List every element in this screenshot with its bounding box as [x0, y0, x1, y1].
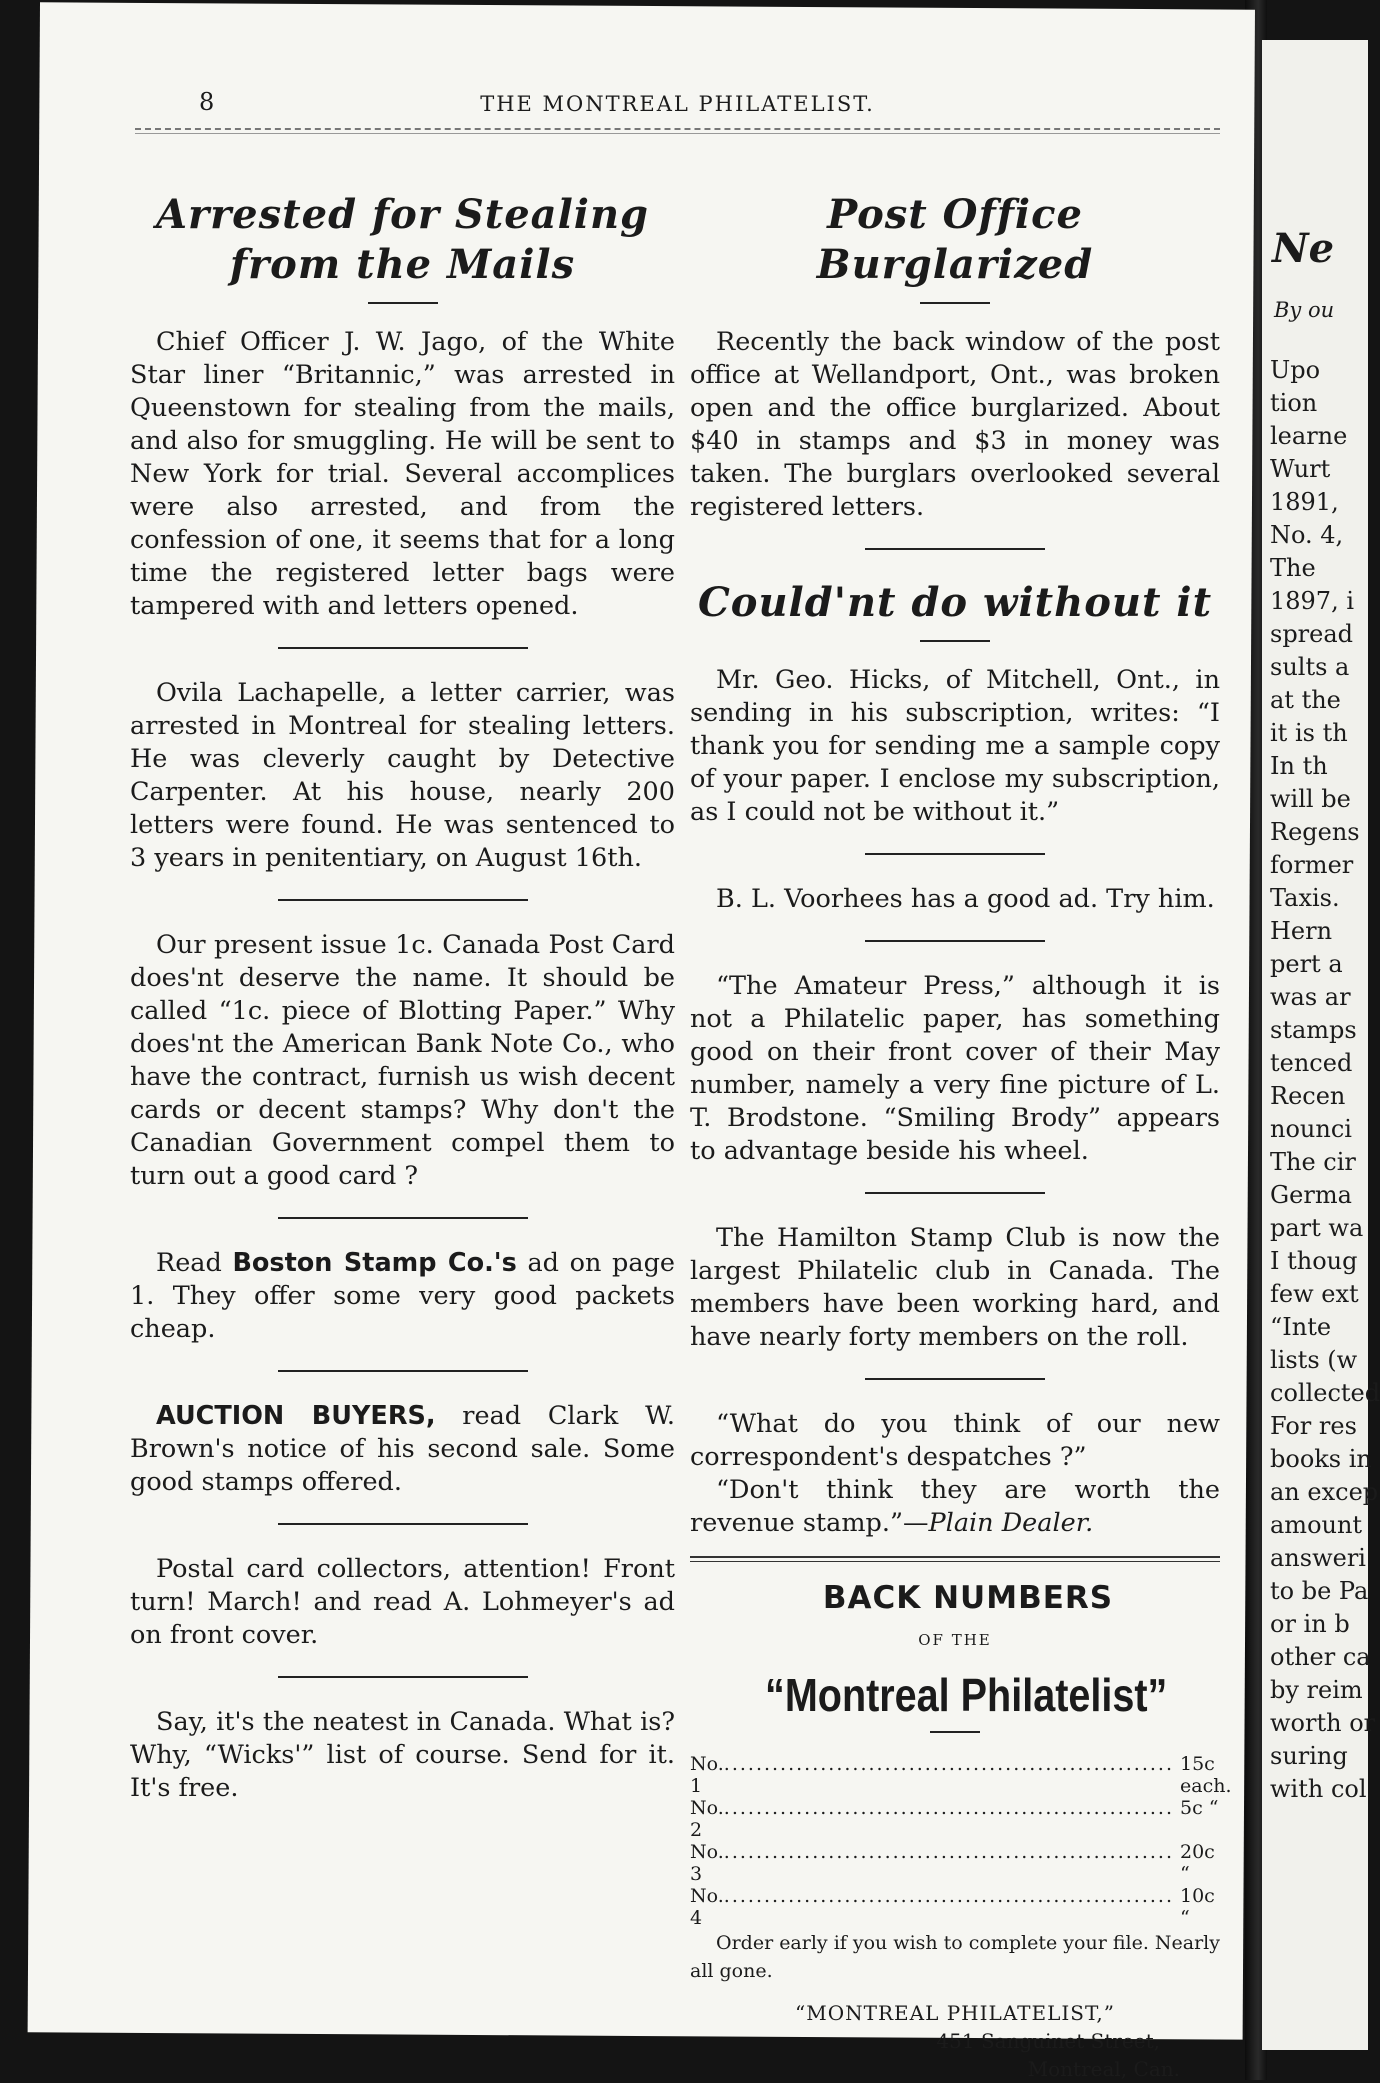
headline-arrested	[130, 190, 675, 290]
short-rule	[920, 640, 990, 642]
page-header	[135, 88, 1220, 118]
notice-auction-buyers	[130, 1400, 675, 1499]
separator	[278, 899, 528, 901]
text: read Clark W. Brown's notice of his second sale. Some good stamps offered.	[130, 1401, 675, 1497]
header-rule	[135, 128, 1220, 134]
text: ad on page 1. They offer some very good packets cheap.	[130, 1248, 675, 1344]
facing-page-line: tion	[1270, 389, 1318, 417]
facing-page-line: amount	[1270, 1511, 1363, 1539]
price-row	[690, 1753, 1232, 1797]
joke-answer	[690, 1474, 1220, 1540]
issue-price: 20c “	[1180, 1841, 1215, 1885]
facing-page-line: The	[1270, 554, 1316, 582]
separator	[278, 1370, 528, 1372]
facing-page-line: suring	[1270, 1742, 1348, 1770]
headline-line-1: Arrested for Stealing	[155, 191, 650, 238]
issue-price: 10c “	[1180, 1885, 1215, 1929]
facing-page-line: “Inte	[1270, 1313, 1332, 1341]
ad-of-the: OF THE	[918, 1631, 992, 1649]
headline-line-2: from the Mails	[229, 241, 576, 288]
facing-page-line: it is th	[1270, 719, 1348, 747]
leader-dots: ........................................................	[723, 1885, 1174, 1907]
ad-top-rule	[690, 1556, 1220, 1562]
facing-page-line: spread	[1270, 620, 1354, 648]
facing-page-line: or in b	[1270, 1610, 1350, 1638]
facing-page-line: No. 4,	[1270, 521, 1344, 549]
facing-page-line: Taxis.	[1270, 884, 1340, 912]
text: “Don't think they are worth the revenue stamp.”—	[690, 1475, 1220, 1538]
price-row	[690, 1797, 1220, 1841]
facing-page-line: sults a	[1270, 653, 1350, 681]
joke-question: “What do you think of our new correspondent's despatches ?”	[690, 1409, 1220, 1472]
article-post-card: Our present issue 1c. Canada Post Card does'nt deserve the name. It should be called “1c. piece of Blotting Paper.” Why does'nt the American Bank Note Co., who have the contract, furnish us wish decent cards or decent stamps? Why don't the Canadian Government compel them to turn out a good card ?	[130, 930, 675, 1191]
address-line-1: “MONTREAL PHILATELIST,”	[795, 2001, 1115, 2025]
facing-page-line: In th	[1270, 752, 1328, 780]
facing-page-line: nounci	[1270, 1115, 1352, 1143]
separator	[865, 940, 1045, 942]
article-amateur-press: “The Amateur Press,” although it is not a Philatelic paper, has something good on their front cover of their May number, namely a very fine picture of L. T. Brodstone. “Smiling Brody” appears to advantage beside his wheel.	[690, 971, 1220, 1166]
page-number: 8	[199, 88, 215, 116]
leader-dots: ........................................................	[723, 1841, 1174, 1863]
issue-price: 15c each.	[1180, 1753, 1232, 1797]
notice-wicks: Say, it's the neatest in Canada. What is? Why, “Wicks'” list of course. Send for it. It's free.	[130, 1707, 675, 1803]
price-row	[690, 1841, 1220, 1885]
price-row	[690, 1885, 1220, 1929]
separator	[278, 1676, 528, 1678]
article-jago: Chief Officer J. W. Jago, of the White Star liner “Britannic,” was arrested in Queenstown for stealing from the mails, and also for smuggling. He will be sent to New York for trial. Several accomplices were also arrested, and from the confession of one, it seems that for a long time the registered letter bags were tampered with and letters opened.	[130, 327, 675, 621]
separator	[865, 853, 1045, 855]
separator	[278, 647, 528, 649]
facing-page-line: will be	[1270, 785, 1351, 813]
facing-page-line: by reim	[1270, 1676, 1363, 1704]
facing-page-line: Germa	[1270, 1181, 1352, 1209]
back-numbers-ad	[690, 1578, 1232, 2083]
ad-title: BACK NUMBERS	[822, 1580, 1114, 1616]
facing-page-line: pert a	[1270, 950, 1343, 978]
facing-page-line: Upo	[1270, 356, 1321, 384]
notice-boston-stamp	[130, 1247, 675, 1346]
article-wellandport: Recently the back window of the post office at Wellandport, Ont., was broken open and the office burglarized. About $40 in stamps and $3 in money was taken. The burglars overlooked several registered letters.	[690, 327, 1220, 522]
article-hamilton-club: The Hamilton Stamp Club is now the largest Philatelic club in Canada. The members have been working hard, and have nearly forty members on the roll.	[690, 1223, 1220, 1352]
facing-page-line: former	[1270, 851, 1354, 879]
facing-page-line: Hern	[1270, 917, 1333, 945]
short-rule	[368, 302, 438, 304]
facing-page-line: part wa	[1270, 1214, 1364, 1242]
facing-page-line: 1891,	[1270, 488, 1339, 516]
facing-page-line: learne	[1270, 422, 1348, 450]
advertiser-name: Boston Stamp Co.'s	[232, 1248, 517, 1278]
separator	[278, 1523, 528, 1525]
article-lachapelle: Ovila Lachapelle, a letter carrier, was arrested in Montreal for stealing letters. He was cleverly caught by Detective Carpenter. At his house, nearly 200 letters were found. He was sentenced to 3 years in penitentiary, on August 16th.	[130, 678, 675, 873]
notice-postal-card: Postal card collectors, attention! Front turn! March! and read A. Lohmeyer's ad on front cover.	[130, 1554, 675, 1650]
facing-page-line: tenced	[1270, 1049, 1353, 1077]
short-rule	[930, 1731, 980, 1733]
article-hicks: Mr. Geo. Hicks, of Mitchell, Ont., in sending in his subscription, writes: “I thank you for sending me a sample copy of your paper. I enclose my subscription, as I could not be without it.”	[690, 665, 1220, 827]
facing-page-line: worth or	[1270, 1709, 1376, 1737]
facing-page-byline: By ou	[1274, 298, 1335, 322]
issue-number: No. 4	[690, 1885, 724, 1929]
running-title: THE MONTREAL PHILATELIST.	[480, 92, 875, 116]
separator	[865, 1378, 1045, 1380]
issue-number: No. 2	[690, 1797, 724, 1841]
issue-price: 5c “	[1180, 1797, 1219, 1819]
leader-dots: ........................................................	[723, 1797, 1174, 1819]
separator	[865, 548, 1045, 550]
headline-post-office: Post Office Burglarized	[816, 191, 1094, 288]
right-column	[690, 190, 1232, 2083]
headline-couldnt: Could'nt do without it	[697, 579, 1213, 626]
facing-page-line: Wurt	[1270, 455, 1331, 483]
facing-page-line: The cir	[1270, 1148, 1356, 1176]
address-line-2: 451 Sanguinet Street,	[936, 2029, 1160, 2053]
facing-page-line: answeri	[1270, 1544, 1366, 1572]
left-column	[130, 190, 675, 1805]
facing-page-line: lists (w	[1270, 1346, 1358, 1374]
attribution: Plain Dealer.	[928, 1508, 1094, 1538]
facing-page-line: Recen	[1270, 1082, 1346, 1110]
text: Read	[156, 1248, 233, 1278]
separator	[865, 1192, 1045, 1194]
facing-page-line: few ext	[1270, 1280, 1359, 1308]
facing-page-line: to be Pa	[1270, 1577, 1369, 1605]
facing-page-line: books in	[1270, 1445, 1372, 1473]
facing-page-line: was ar	[1270, 983, 1351, 1011]
ad-publication-name: “Montreal Philatelist”	[765, 1669, 1168, 1721]
facing-page-edge	[1262, 40, 1380, 2050]
address-line-3: Montreal, Can.	[1027, 2057, 1180, 2081]
issue-number: No. 3	[690, 1841, 724, 1885]
facing-page-line: Regens	[1270, 818, 1360, 846]
facing-page-line: an excep	[1270, 1478, 1379, 1506]
short-rule	[920, 302, 990, 304]
facing-page-line: For res	[1270, 1412, 1357, 1440]
facing-page-line: with col	[1270, 1775, 1367, 1803]
facing-page-line: stamps	[1270, 1016, 1357, 1044]
separator	[278, 1217, 528, 1219]
price-list	[690, 1753, 1232, 1929]
facing-page-heading: Ne	[1272, 225, 1335, 272]
facing-page-line: collected	[1270, 1379, 1380, 1407]
leader-dots: ........................................................	[723, 1753, 1174, 1775]
facing-page-line: other ca	[1270, 1643, 1371, 1671]
facing-page-line: 1897, i	[1270, 587, 1355, 615]
facing-page-line: at the	[1270, 686, 1341, 714]
ad-address	[690, 1999, 1220, 2083]
notice-voorhees: B. L. Voorhees has a good ad. Try him.	[716, 884, 1215, 914]
notice-lead: AUCTION BUYERS,	[156, 1401, 436, 1431]
facing-page-text	[1270, 354, 1380, 1806]
ad-order-note: Order early if you wish to complete your file. Nearly all gone.	[690, 1932, 1220, 1982]
facing-page-line: I thoug	[1270, 1247, 1358, 1275]
issue-number: No. 1	[690, 1753, 724, 1797]
